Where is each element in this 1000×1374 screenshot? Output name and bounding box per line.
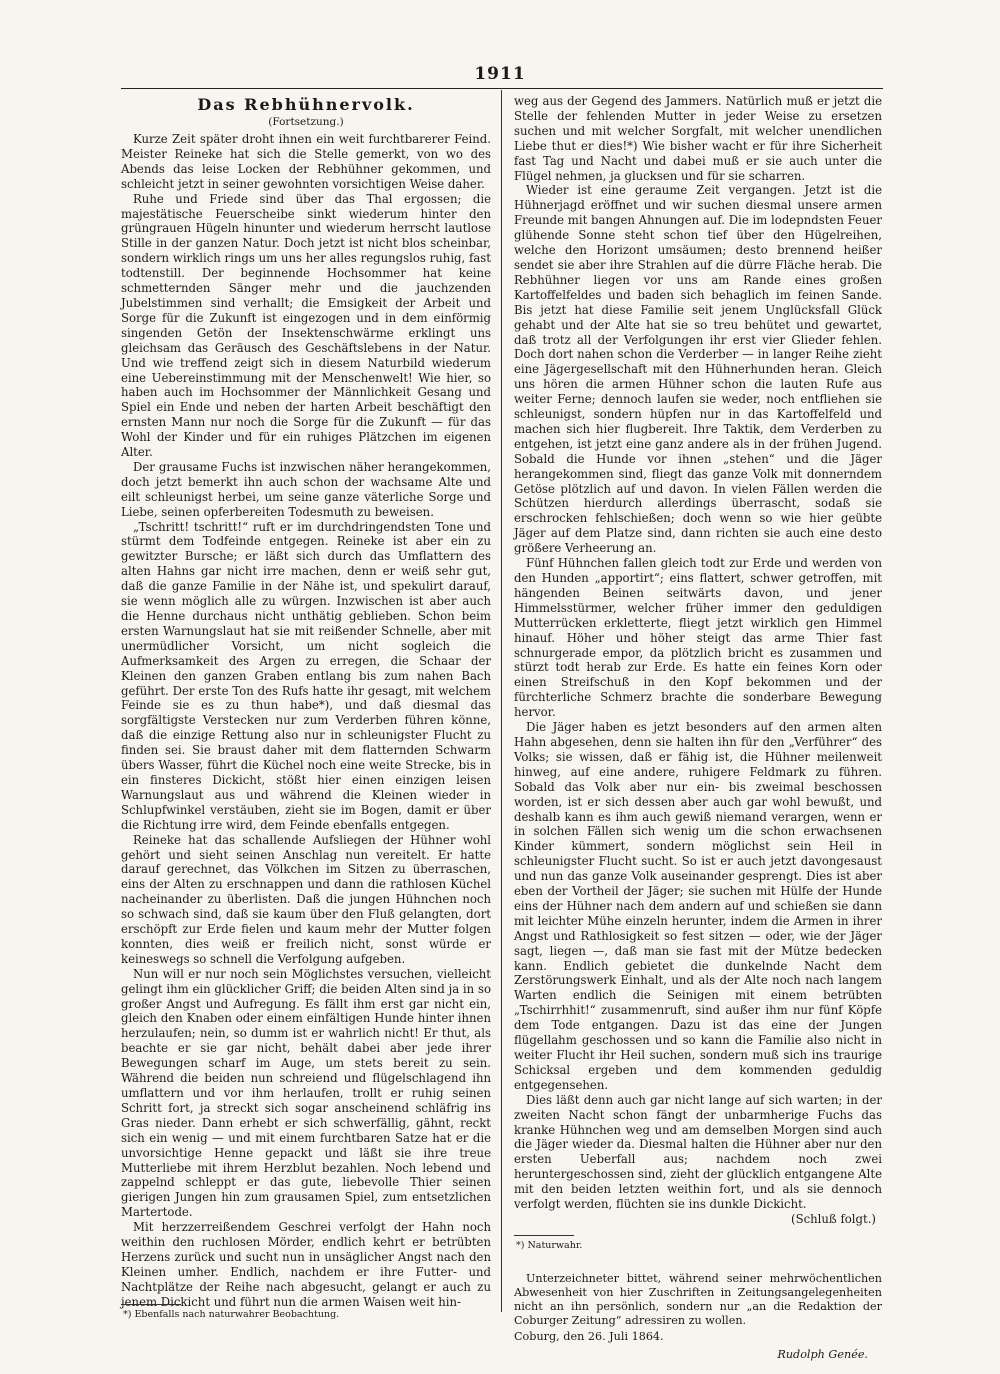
paragraph: weg aus der Gegend des Jammers. Natürlich muß er jetzt die Stelle der fehlenden Mutter in jeder Weise zu ersetzen suchen und mit welcher Sorgfalt, mit welcher unendlichen Liebe thut er dies!*) Wie bisher wacht er für ihre Sicherheit fast Tag und Nacht und dabei muß er sie auch unter die Flügel nehmen, ja glucksen und für sie scharren. — [514, 94, 882, 183]
notice-signature: Rudolph Genée. — [777, 1347, 868, 1361]
footnote: *) Ebenfalls nach naturwahrer Beobachtung. — [123, 1309, 340, 1320]
continued-note: (Schluß folgt.) — [791, 1211, 876, 1226]
notice-dateline: Coburg, den 26. Juli 1864. — [514, 1329, 664, 1343]
left-column — [121, 94, 491, 1310]
paragraph: Wieder ist eine geraume Zeit vergangen. Jetzt ist die Hühnerjagd eröffnet und wir suchen diesmal unsere armen Freunde mit bangen Ahnungen auf. Die im lodерndsten Feuer glühende Sonne steht schon tief über den Hügelreihen, welche den Horizont umsäumen; desto brennend heißer sendet sie aber ihre Strahlen auf die dürre Fläche herab. Die Rebhühner liegen vor uns am Rande eines großen Kartoffelfeldes und baden sich behaglich im feinen Sande. Bis jetzt hat diese Familie seit jenem Unglücksfall Glück gehabt und der Alte hat sie so treu behütet und gewartet, daß trotz all der Verfolgungen ihr erst vier Glieder fehlen. Doch dort nahen schon die Verderber — in langer Reihe zieht eine Jägergesellschaft mit den Hühnerhunden heran. Gleich uns hören die armen Hühner schon die lauten Rufe aus weiter Ferne; dennoch laufen sie weder, noch entfliehen sie schleunigst, sondern hüpfen nur in das Kartoffelfeld und machen sich hier flugbereit. Ihre Taktik, dem Verderben zu entgehen, ist jetzt eine ganz andere als in der frühen Jugend. Sobald die Hunde vor ihnen „stehen“ und die Jäger herangekommen sind, fliegt das ganze Volk mit donnerndem Getöse plötzlich auf und davon. In vielen Fällen werden die Schützen hierdurch allerdings überrascht, sodaß sie erschrocken fehlschießen; doch wenn so wie hier geübte Jäger auf dem Platze sind, dann richten sie auch eine desto größere Verheerung an. — [514, 183, 882, 556]
article-title: Das Rebhühnervolk. — [197, 95, 415, 114]
column-divider — [501, 90, 502, 1312]
footnote: *) Naturwahr. — [516, 1239, 583, 1251]
paragraph: Kurze Zeit später droht ihnen ein weit furchtbarerer Feind. Meister Reineke hat sich die Stelle gemerkt, von wo des Abends das leise Locken der Rebhühner gekommen, und schleicht jetzt in seiner gewohnten vorsichtigen Weise daher. — [121, 132, 491, 191]
paragraph: „Tschritt! tschritt!“ ruft er im durchdringendsten Tone und stürmt dem Todfeinde entgegen. Reineke ist aber ein zu gewitzter Bursche; er läßt sich durch das Umflattern des alten Hahns gar nicht irre machen, denn er weiß sehr gut, daß die ganze Familie in der Nähe ist, und spekulirt darauf, sie wenn möglich alle zu würgen. Inzwischen ist aber auch die Henne durchaus nicht unthätig geblieben. Schon beim ersten Warnungslaut hat sie mit reißender Schnelle, aber mit unermüdlicher Vorsicht, um nicht sogleich die Aufmerksamkeit des Argen zu erregen, die Schaar der Kleinen den ganzen Graben entlang bis zum nahen Bach geführt. Der erste Ton des Rufs hatte ihr gesagt, mit welchem Feinde sie es zu thun habe*), und daß diesmal das sorgfältigste Verstecken nur zum Verderben führen könne, daß die einzige Rettung also nur in schleunigster Flucht zu finden sei. Sie braust daher mit dem flatternden Schwarm übers Wasser, führt die Küchel noch eine weite Strecke, bis in ein finsteres Dickicht, stößt hier einen einzigen leisen Warnungslaut aus und während die Kleinen wieder in Schlupfwinkel verstäuben, zieht sie im Bogen, damit er über die Richtung irre wird, dem Feinde ebenfalls entgegen. — [121, 519, 491, 832]
footnote-rule — [514, 1235, 574, 1236]
left-footnote-block — [121, 1296, 491, 1321]
footnote-rule — [121, 1304, 181, 1305]
article-subtitle: (Fortsetzung.) — [268, 116, 344, 128]
notice-text: Unterzeichneter bittet, während seiner mehrwöchentlichen Abwesenheit von hier Zuschriften in Zeitungsangelegenheiten nicht an ihn persönlich, sondern nur „an die Redaktion der Coburger Zeitung“ adressiren zu wollen. — [514, 1271, 882, 1328]
paragraph: Fünf Hühnchen fallen gleich todt zur Erde und werden von den Hunden „apportirt“; eins flattert, schwer getroffen, mit hängenden Beinen seitwärts davon, und jener Himmelsstürmer, welcher früher immer den geduldigen Mutterrücken erkletterte, fliegt jetzt wirklich gen Himmel hinauf. Höher und höher steigt das arme Thier fast schnurgerade empor, da plötzlich bricht es zusammen und stürzt todt herab zur Erde. Es hatte ein feines Korn oder einen Streifschuß in den Kopf bekommen und der fürchterliche Schmerz brachte die sonderbare Bewegung hervor. — [514, 556, 882, 720]
paragraph: Die Jäger haben es jetzt besonders auf den armen alten Hahn abgesehen, denn sie halten ihn für den „Verführer“ des Volks; sie wissen, daß er fähig ist, die Hühner meilenweit hinweg, auf eine andere, ruhigere Feldmark zu führen. Sobald das Volk aber nur ein- bis zweimal beschossen worden, ist er sich dessen aber auch gar wohl bewußt, und deshalb kann es ihm auch gewiß niemand verargen, wenn er in solchen Fällen sich wenig um die schon erwachsenen Kinder kümmert, sondern möglichst sein Heil in schleunigster Flucht sucht. So ist er auch jetzt davongesaust und nun das ganze Volk auseinander gesprengt. Dies ist aber eben der Vortheil der Jäger; sie suchen mit Hülfe der Hunde eins der Hühner nach dem andern auf und schießen sie dann mit leichter Mühe einzeln herunter, indem die Armen in ihrer Angst und Rathlosigkeit so fest sitzen — oder, wie der Jäger sagt, liegen —, daß man sie fast mit der Mütze bedecken kann. Endlich gebietet die dunkelnde Nacht dem Zerstörungswerk Einhalt, und als der Alte noch nach langem Warten endlich die Seinigen mit einem betrübten „Tschirrhhit!“ zusammenruft, sind außer ihm nur fünf Köpfe dem Tode entgangen. Dazu ist das eine der Jungen flügellahm geschossen und so kann die Familie also nicht in weiter Flucht ihr Heil suchen, sondern muß sich ins traurige Schicksal ergeben und dem kommenden geduldig entgegensehen. — [514, 720, 882, 1092]
editorial-notice — [514, 1272, 882, 1362]
paragraph: Mit herzzerreißendem Geschrei verfolgt der Hahn noch weithin den ruchlosen Mörder, endlich kehrt er betrübten Herzens zurück und sucht nun in unsäglicher Angst nach den Kleinen umher. Endlich, nachdem er ihre Futter- und Nachtplätze der Reihe nach abgesucht, gelangt er auch zu jenem Dickicht und führt nun die armen Waisen weit hin- — [121, 1220, 491, 1309]
paragraph: Dies läßt denn auch gar nicht lange auf sich warten; in der zweiten Nacht schon fängt der unbarmherige Fuchs das kranke Hühnchen weg und am demselben Morgen sind auch die Jäger wieder da. Diesmal halten die Hühner aber nur den ersten Ueberfall aus; nachdem noch zwei heruntergeschossen sind, zieht der glücklich entgangene Alte mit den beiden letzten weithin fort, und als sie dennoch verfolgt werden, flüchten sie ins dunkle Dickicht. — [514, 1092, 882, 1212]
paragraph: Der grausame Fuchs ist inzwischen näher herangekommen, doch jetzt bemerkt ihn auch schon der wachsame Alte und eilt schleunigst herbei, um seine ganze väterliche Sorge und Liebe, seinen opferbereiten Todesmuth zu beweisen. — [121, 459, 491, 519]
paragraph: Ruhe und Friede sind über das Thal ergossen; die majestätische Feuerscheibe sinkt wiederum hinter den grüngrauen Hügeln hinunter und wiederum herrscht lautlose Stille in der ganzen Natur. Doch jetzt ist nicht blos scheinbar, sondern wirklich rings um uns her alles regungslos ruhig, fast todtenstill. Der beginnende Hochsommer hat keine schmetternden Sänger mehr und die jauchzenden Jubelstimmen sind verhallt; die Emsigkeit der Arbeit und Sorge für die Zukunft ist eingezogen und in dem einförmig singenden Getön der Insektenschwärme erklingt uns gleichsam das Geräusch des Geschäftslebens in der Natur. Und wie treffend zeigt sich in diesem Naturbild wiederum eine Uebereinstimmung mit der Menschenwelt! Wie hier, so haben auch im Hochsommer der Männlichkeit Gesang und Spiel ein Ende und neben der harten Arbeit beschäftigt den ernsten Mann nur noch die Sorge für die Zukunft — für das Wohl der Kinder und für ein ruhiges Plätzchen im eigenen Alter. — [121, 191, 491, 460]
header-rule — [121, 88, 883, 89]
right-column — [514, 94, 882, 1362]
paragraph: Nun will er nur noch sein Möglichstes versuchen, vielleicht gelingt ihm ein glücklicher Griff; die beiden Alten sind ja in so großer Angst und Aufregung. Es fällt ihm erst gar nicht ein, gleich den Knaben oder einem einfältigen Hunde hinter ihnen herzulaufen; nein, so dumm ist er wahrlich nicht! Er thut, als beachte er sie gar nicht, behält dabei aber jede ihrer Bewegungen scharf im Auge, um stets bereit zu sein. Während die beiden nun schreiend und flügelschlagend ihn umflattern und vor ihm herlaufen, trollt er ruhig seinen Schritt fort, ja streckt sich sogar anscheinend schläfrig ins Gras nieder. Dann erhebt er sich schwerfällig, gähnt, reckt sich ein wenig — und mit einem furchtbaren Satze hat er die unvorsichtige Henne gepackt und läßt sie ihre treue Mutterliebe mit ihrem Herzblut bezahlen. Noch lebend und zappelnd schleppt er das gute, liebevolle Thier seinen gierigen Jungen hin zum grausamen Spiel, zum entsetzlichen Martertode. — [121, 966, 491, 1220]
paragraph: Reineke hat das schallende Aufsliegen der Hühner wohl gehört und sieht seinen Anschlag nun vereitelt. Er hatte darauf gerechnet, das Völkchen im Sitzen zu überraschen, eins der Alten zu erschnappen und dann die rathlosen Küchel nacheinander zu überlisten. Daß die jungen Hühnchen noch so schwach sind, daß sie kaum über den Fluß gelangten, dort erschöpft zur Erde fielen und kaum mehr der Mutter folgen konnten, dies weiß er freilich nicht, sonst würde er keineswegs so schnell die Verfolgung aufgeben. — [121, 832, 491, 966]
page-number: 1911 — [474, 64, 526, 84]
